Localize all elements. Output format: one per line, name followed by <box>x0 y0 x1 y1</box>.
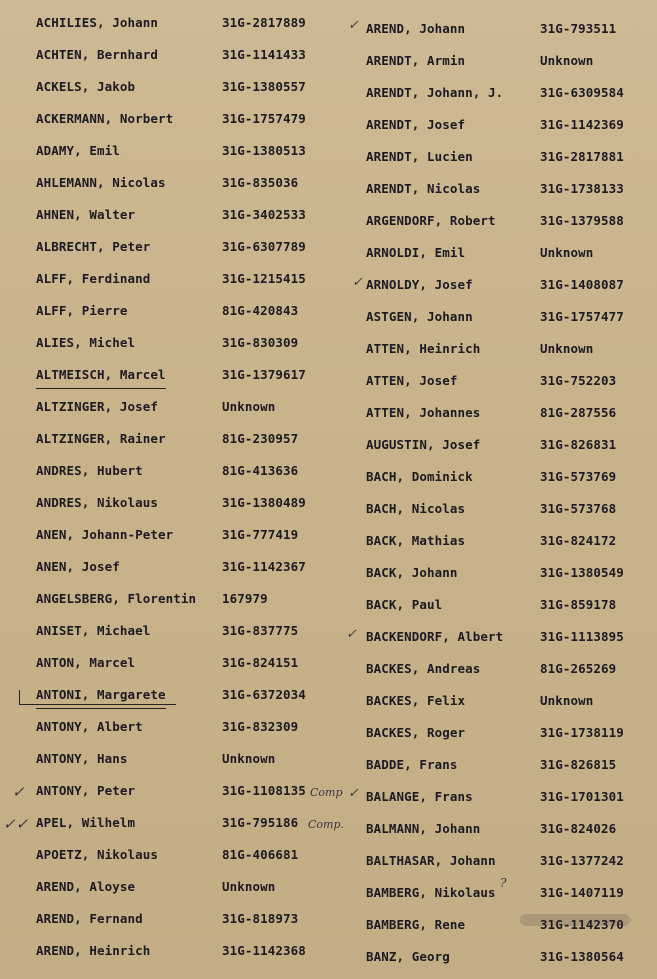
person-name: BACK, Johann <box>366 565 458 580</box>
person-name: AREND, Fernand <box>36 911 143 926</box>
person-name: ATTEN, Josef <box>366 373 458 388</box>
check-mark-arnoldy: ✓ <box>352 275 363 290</box>
person-name: AREND, Heinrich <box>36 943 151 958</box>
serial-number: Unknown <box>222 751 276 766</box>
serial-number: 31G-1380557 <box>222 79 306 94</box>
list-item <box>366 816 657 842</box>
list-item <box>366 624 657 650</box>
serial-number: 81G-406681 <box>222 847 299 862</box>
list-item <box>36 842 336 868</box>
serial-number: 31G-1757477 <box>540 309 624 324</box>
person-name: ANDRES, Hubert <box>36 463 143 478</box>
serial-number: 31G-835036 <box>222 175 299 190</box>
serial-number: 31G-1379617 <box>222 367 306 382</box>
list-item <box>366 240 657 266</box>
serial-number: 31G-824026 <box>540 821 617 836</box>
list-item <box>36 810 336 836</box>
serial-number: 31G-1113895 <box>540 629 624 644</box>
list-item <box>36 906 336 932</box>
serial-number: 31G-1380564 <box>540 949 624 964</box>
list-item <box>366 112 657 138</box>
list-item <box>36 298 336 324</box>
serial-number: 31G-2817889 <box>222 15 306 30</box>
serial-number: 31G-1380489 <box>222 495 306 510</box>
list-item <box>36 42 336 68</box>
serial-number: 31G-1141433 <box>222 47 306 62</box>
list-item <box>366 496 657 522</box>
list-item <box>36 138 336 164</box>
person-name: APEL, Wilhelm <box>36 815 136 830</box>
person-name: ALIES, Michel <box>36 335 136 350</box>
list-item <box>36 202 336 228</box>
person-name: ARENDT, Johann, J. <box>366 85 504 100</box>
serial-number: 81G-413636 <box>222 463 299 478</box>
person-name: ALTZINGER, Josef <box>36 399 159 414</box>
list-item <box>366 176 657 202</box>
person-name: ACHILIES, Johann <box>36 15 159 30</box>
serial-number: 31G-1379588 <box>540 213 624 228</box>
check-mark-antony-peter: ✓ <box>12 783 25 801</box>
serial-number: 31G-1757479 <box>222 111 306 126</box>
person-name: BALMANN, Johann <box>366 821 481 836</box>
list-item <box>36 778 336 804</box>
serial-number: 31G-1738119 <box>540 725 624 740</box>
comp-note-apel: Comp. <box>308 818 345 831</box>
serial-number: 31G-1380513 <box>222 143 306 158</box>
list-item <box>36 234 336 260</box>
comp-note-antony: Comp <box>310 786 343 799</box>
list-item <box>36 170 336 196</box>
person-name: ARENDT, Josef <box>366 117 466 132</box>
list-item <box>366 656 657 682</box>
person-name: ANTONY, Hans <box>36 751 128 766</box>
person-name: ACKELS, Jakob <box>36 79 136 94</box>
list-item <box>366 848 657 874</box>
person-name: ANISET, Michael <box>36 623 151 638</box>
serial-number: 31G-818973 <box>222 911 299 926</box>
person-name: ARNOLDI, Emil <box>366 245 466 260</box>
serial-number: 31G-837775 <box>222 623 299 638</box>
person-name: AUGUSTIN, Josef <box>366 437 481 452</box>
person-name: BANZ, Georg <box>366 949 450 964</box>
person-name: ALFF, Ferdinand <box>36 271 151 286</box>
pencil-smudge <box>520 914 630 926</box>
serial-number: 31G-1142367 <box>222 559 306 574</box>
serial-number: 31G-777419 <box>222 527 299 542</box>
person-name: BACH, Nicolas <box>366 501 466 516</box>
serial-number: 31G-826815 <box>540 757 617 772</box>
list-item <box>36 586 336 612</box>
serial-number: 167979 <box>222 591 268 606</box>
person-name: ASTGEN, Johann <box>366 309 473 324</box>
serial-number: 31G-2817881 <box>540 149 624 164</box>
serial-number: 31G-752203 <box>540 373 617 388</box>
serial-number: 31G-1377242 <box>540 853 624 868</box>
list-item <box>366 208 657 234</box>
list-item <box>36 458 336 484</box>
serial-number: 31G-795186 <box>222 815 299 830</box>
list-item <box>366 528 657 554</box>
person-name: BALTHASAR, Johann <box>366 853 496 868</box>
list-item <box>366 592 657 618</box>
person-name: ANGELSBERG, Florentin <box>36 591 197 606</box>
person-name: AREND, Johann <box>366 21 466 36</box>
serial-number: 31G-1215415 <box>222 271 306 286</box>
serial-number: 31G-1380549 <box>540 565 624 580</box>
list-item <box>366 304 657 330</box>
list-item <box>366 688 657 714</box>
serial-number: 31G-1142368 <box>222 943 306 958</box>
handwritten-bracket-antoni <box>19 690 176 705</box>
list-item <box>366 432 657 458</box>
check-mark-balange: ✓ <box>348 786 359 801</box>
serial-number: Unknown <box>540 693 594 708</box>
list-item <box>36 522 336 548</box>
serial-number: 31G-573769 <box>540 469 617 484</box>
person-name: ATTEN, Johannes <box>366 405 481 420</box>
list-item <box>366 336 657 362</box>
person-name: ANTONY, Albert <box>36 719 143 734</box>
list-item <box>36 10 336 36</box>
list-item <box>366 720 657 746</box>
person-name: ALBRECHT, Peter <box>36 239 151 254</box>
list-item <box>36 554 336 580</box>
person-name: ARGENDORF, Robert <box>366 213 496 228</box>
serial-number: 31G-573768 <box>540 501 617 516</box>
check-mark-arend-johann: ✓ <box>348 18 359 33</box>
list-item <box>366 464 657 490</box>
serial-number: 31G-1142369 <box>540 117 624 132</box>
list-item <box>366 48 657 74</box>
serial-number: Unknown <box>222 399 276 414</box>
serial-number: 31G-824151 <box>222 655 299 670</box>
list-item <box>366 752 657 778</box>
check-mark-apel: ✓✓ <box>3 815 29 833</box>
list-item <box>366 560 657 586</box>
person-name: ANEN, Johann-Peter <box>36 527 174 542</box>
serial-number: 31G-793511 <box>540 21 617 36</box>
list-item <box>366 880 657 906</box>
person-name: ARENDT, Armin <box>366 53 466 68</box>
list-item <box>36 106 336 132</box>
person-name: ADAMY, Emil <box>36 143 120 158</box>
person-name: BACKES, Roger <box>366 725 466 740</box>
serial-number: 31G-1701301 <box>540 789 624 804</box>
serial-number: Unknown <box>222 879 276 894</box>
list-item <box>366 368 657 394</box>
list-item <box>366 16 657 42</box>
list-item <box>36 394 336 420</box>
person-name: AHLEMANN, Nicolas <box>36 175 166 190</box>
person-name: BACKENDORF, Albert <box>366 629 504 644</box>
serial-number: 81G-230957 <box>222 431 299 446</box>
serial-number: 31G-1407119 <box>540 885 624 900</box>
list-item <box>366 784 657 810</box>
serial-number: 31G-3402533 <box>222 207 306 222</box>
list-item <box>36 650 336 676</box>
serial-number: 31G-6372034 <box>222 687 306 702</box>
person-name: AREND, Aloyse <box>36 879 136 894</box>
list-item <box>36 490 336 516</box>
list-item <box>366 144 657 170</box>
serial-number: Unknown <box>540 53 594 68</box>
list-item <box>36 266 336 292</box>
list-item <box>36 330 336 356</box>
person-name: ATTEN, Heinrich <box>366 341 481 356</box>
person-name: ACKERMANN, Norbert <box>36 111 174 126</box>
check-mark-backendorf: ✓ <box>346 627 357 642</box>
list-item <box>36 362 336 388</box>
serial-number: 81G-287556 <box>540 405 617 420</box>
person-name: BACK, Paul <box>366 597 443 612</box>
person-name: BACK, Mathias <box>366 533 466 548</box>
person-name: ANTON, Marcel <box>36 655 136 670</box>
serial-number: 31G-1738133 <box>540 181 624 196</box>
person-name: ACHTEN, Bernhard <box>36 47 159 62</box>
person-name: ANDRES, Nikolaus <box>36 495 159 510</box>
list-item <box>36 746 336 772</box>
serial-number: 31G-6307789 <box>222 239 306 254</box>
query-mark-bamberg: ? <box>500 876 507 890</box>
person-name: BACKES, Felix <box>366 693 466 708</box>
person-name: ARNOLDY, Josef <box>366 277 473 292</box>
person-name: BACKES, Andreas <box>366 661 481 676</box>
list-item <box>366 80 657 106</box>
serial-number: 31G-824172 <box>540 533 617 548</box>
person-name: ANEN, Josef <box>36 559 120 574</box>
person-name: APOETZ, Nikolaus <box>36 847 159 862</box>
person-name: BADDE, Frans <box>366 757 458 772</box>
serial-number: 31G-826831 <box>540 437 617 452</box>
person-name: ANTONY, Peter <box>36 783 136 798</box>
list-item <box>36 74 336 100</box>
person-name: ALFF, Pierre <box>36 303 128 318</box>
list-item <box>36 938 336 964</box>
person-name: BALANGE, Frans <box>366 789 473 804</box>
person-name: AHNEN, Walter <box>36 207 136 222</box>
person-name: BAMBERG, Nikolaus <box>366 885 496 900</box>
serial-number: 81G-265269 <box>540 661 617 676</box>
serial-number: Unknown <box>540 341 594 356</box>
person-name: ARENDT, Lucien <box>366 149 473 164</box>
list-item <box>366 272 657 298</box>
serial-number: 31G-1108135 <box>222 783 306 798</box>
serial-number: 31G-1408087 <box>540 277 624 292</box>
person-name: ALTZINGER, Rainer <box>36 431 166 446</box>
list-item <box>366 944 657 970</box>
serial-number: 31G-859178 <box>540 597 617 612</box>
serial-number: 31G-830309 <box>222 335 299 350</box>
list-item <box>366 400 657 426</box>
list-item <box>36 874 336 900</box>
serial-number: 31G-6309584 <box>540 85 624 100</box>
serial-number: 31G-832309 <box>222 719 299 734</box>
person-name: ALTMEISCH, Marcel <box>36 362 166 389</box>
person-name: ARENDT, Nicolas <box>366 181 481 196</box>
serial-number: Unknown <box>540 245 594 260</box>
person-name: BAMBERG, Rene <box>366 917 466 932</box>
list-item <box>36 426 336 452</box>
person-name: ANTONI, Margarete <box>36 682 166 709</box>
list-item <box>36 618 336 644</box>
serial-number: 31G-1142370 <box>540 917 624 932</box>
person-name: BACH, Dominick <box>366 469 473 484</box>
serial-number: 81G-420843 <box>222 303 299 318</box>
list-item <box>36 714 336 740</box>
